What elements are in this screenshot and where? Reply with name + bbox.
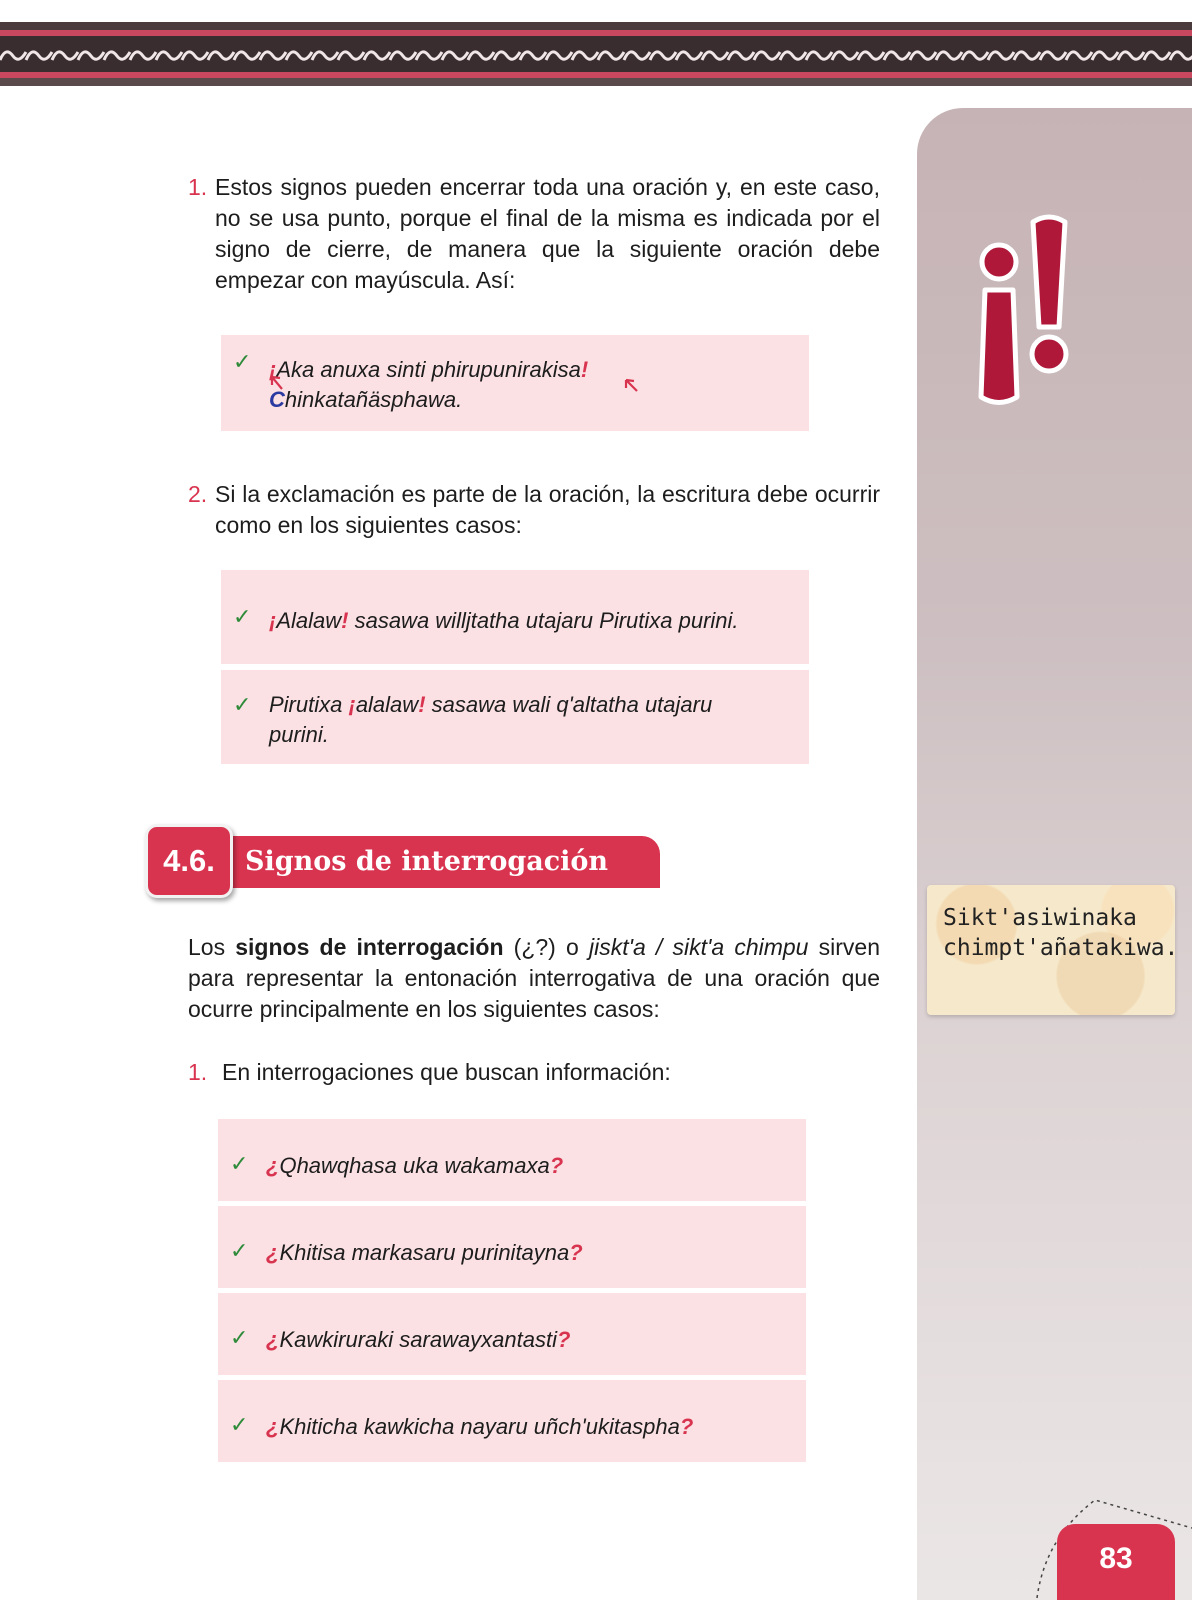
check-icon: ✓ [230,1151,249,1176]
open-mark: ¡ [269,357,277,382]
close-mark: ? [549,1153,564,1178]
check-icon: ✓ [233,349,252,374]
exclamation-icon [1032,217,1066,371]
item-text: Estos signos pueden encerrar toda una oración y, en este caso, no se usa punto, porque el final de la misma es indicada por el signo de cierre, de manera que la siguiente oración debe empezar con mayúscula. Así: [215,174,880,293]
example-text [269,606,789,636]
example-text [269,355,789,415]
check-icon: ✓ [230,1325,249,1350]
example-box [221,335,809,431]
example-box [218,1206,806,1288]
section-paragraph [188,932,880,1025]
example-sentence: Aka anuxa sinti phirupunirakisa [276,357,581,382]
example-continuation: purini. [269,722,329,747]
open-mark: ¡ [348,692,356,717]
decorative-band [0,22,1192,86]
item-number: 2. [188,481,208,507]
example-box [221,570,809,664]
example-box [218,1380,806,1462]
example-continuation: sasawa willjtatha utajaru Pirutixa purini. [348,608,739,633]
example-box [218,1119,806,1201]
check-icon: ✓ [233,692,252,717]
example-text [269,690,789,750]
question-text [266,1412,786,1442]
list-item [188,1057,880,1088]
question-sentence: Qhawqhasa uka wakamaxa [279,1153,550,1178]
paragraph-term: signos de interrogación [235,934,504,960]
question-sentence: Kawkiruraki sarawayxantasti [279,1327,557,1352]
question-text [266,1238,786,1268]
question-text [266,1151,786,1181]
close-mark: ! [341,608,349,633]
paragraph-text: (¿?) o [503,934,589,960]
close-mark: ? [679,1414,694,1439]
paragraph-text: Los [188,934,236,960]
exclaimed-word: alalaw [355,692,419,717]
open-mark: ¿ [266,1153,280,1178]
example-box [221,670,809,764]
item-text: En interrogaciones que buscan información: [222,1059,671,1085]
list-item [188,172,880,296]
question-sentence: Khiticha kawkicha nayaru uñch'ukitaspha [279,1414,680,1439]
example-box [218,1293,806,1375]
question-text [266,1325,786,1355]
open-mark: ¿ [266,1414,280,1439]
check-icon: ✓ [233,604,252,629]
section-number: 4.6. [145,824,233,898]
item-number: 1. [188,174,208,200]
capital-letter: C [269,387,285,412]
arrow-icon [266,371,286,391]
example-lead: Pirutixa [269,692,349,717]
paragraph-text: sirven para representar la entonación interrogativa de una oración que ocurre principalmente en los siguientes casos: [188,934,880,1022]
page-number: 83 [1057,1524,1175,1600]
exclaimed-word: Alalaw [276,608,342,633]
check-icon: ✓ [230,1238,249,1263]
exclamation-marks-illustration [965,212,1095,412]
close-mark: ! [418,692,426,717]
item-number: 1. [188,1059,208,1085]
margin-note [927,885,1179,1015]
check-icon: ✓ [230,1412,249,1437]
open-mark: ¿ [266,1327,280,1352]
arrow-icon [621,375,641,395]
list-item [188,479,880,541]
close-mark: ? [557,1327,571,1352]
close-mark: ! [580,357,589,382]
example-continuation: hinkatañäsphawa. [284,387,463,412]
open-mark: ¡ [269,608,277,633]
example-continuation: sasawa wali q'altatha utajaru [425,692,713,717]
margin-note-text: Sikt'asiwinaka chimpt'añatakiwa. [943,905,1179,961]
open-mark: ¿ [266,1240,280,1265]
section-title: Signos de interrogación (¿?) [245,846,609,929]
close-mark: ? [569,1240,583,1265]
inverted-exclamation-icon [981,245,1017,403]
item-text: Si la exclamación es parte de la oración, la escritura debe ocurrir como en los siguientes casos: [215,481,880,538]
question-sentence: Khitisa markasaru purinitayna [279,1240,570,1265]
paragraph-local-term: jiskt'a / sikt'a chimpu [588,934,809,960]
section-heading [145,824,660,929]
